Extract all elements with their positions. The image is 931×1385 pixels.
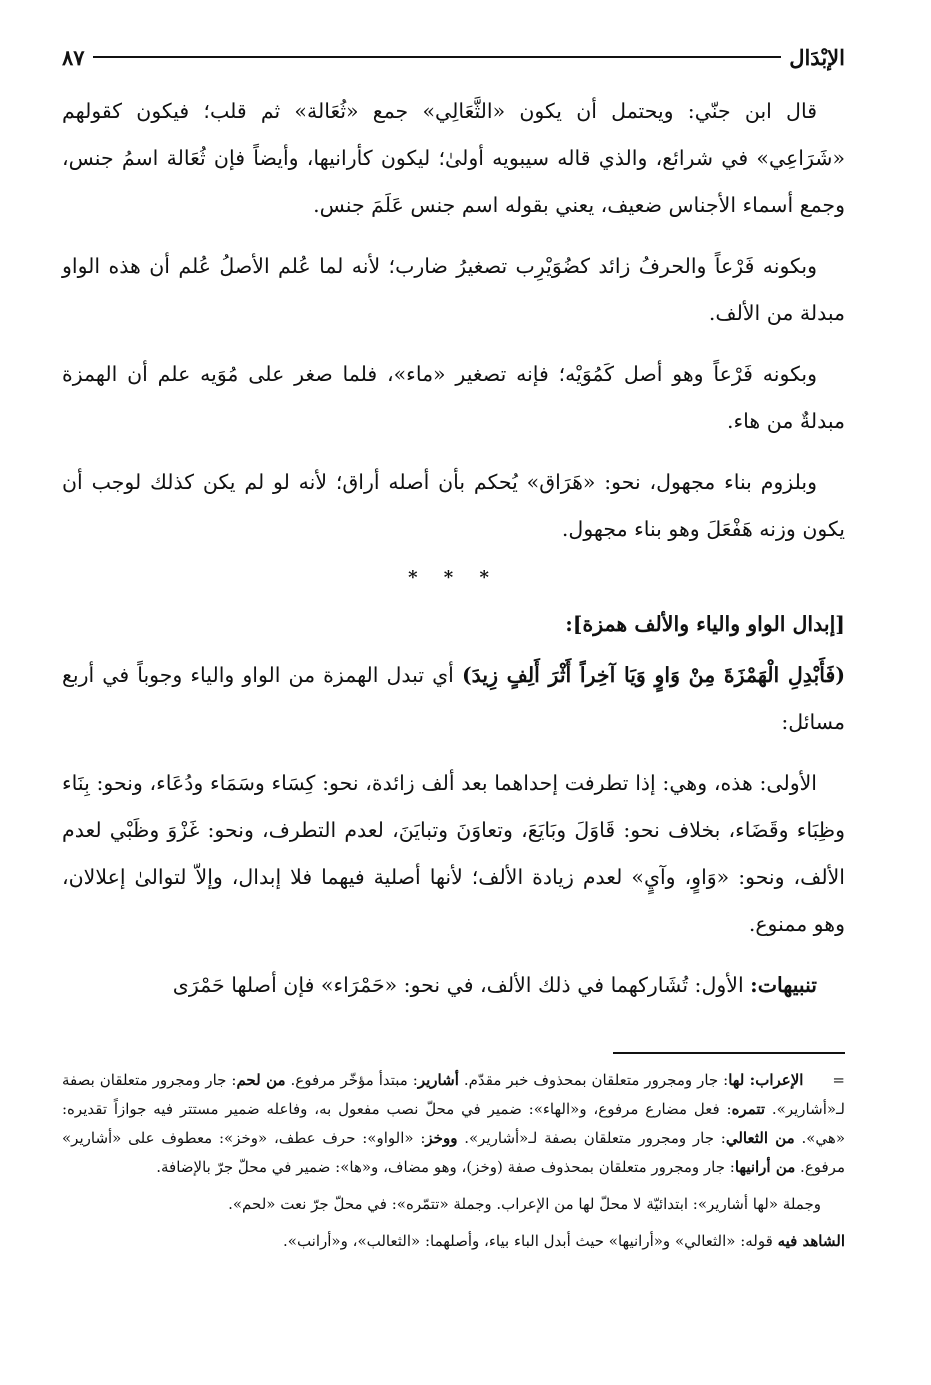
notes-text: الأول: تُشَاركهما في ذلك الألف، في نحو: «حَمْرَاء» فإن أصلها حَمْرَى bbox=[172, 973, 751, 997]
paragraph-notes bbox=[62, 962, 845, 1009]
irab-desc: : مبتدأ مؤخّر مرفوع. bbox=[285, 1071, 418, 1089]
verse-close-paren: ) bbox=[461, 663, 472, 687]
footnote-continuation-mark: = bbox=[832, 1071, 845, 1089]
irab-desc: : «الواو»: حرف عطف، «وخز»: معطوف على «أشارير» مرفوع. bbox=[62, 1129, 845, 1176]
verse-open-paren: ( bbox=[835, 663, 846, 687]
verse-text: فَأَبْدِلِ الْهَمْزَةَ مِنْ وَاوٍ وَيَا آخِراً أَثْرَ أَلِفٍ زِيدَ bbox=[471, 663, 836, 687]
paragraph-binaa-majhul: وبلزوم بناء مجهول، نحو: «هَرَاق» يُحكم بأن أصله أراق؛ لأنه لو لم يكن كذلك لوجب أن يكون وزنه هَفْعَلَ وهو بناء مجهول. bbox=[62, 470, 845, 541]
irab-desc: : جار ومجرور متعلقان بصفة لـ«أشارير». bbox=[457, 1129, 726, 1147]
irab-term: أشارير bbox=[417, 1071, 459, 1089]
paragraph-far-zaid: وبكونه فَرْعاً والحرفُ زائد كضُوَيْرِب تصغيرُ ضارب؛ لأنه لما عُلم الأصلُ عُلم أن هذه الواو مبدلة من الألف. bbox=[62, 254, 845, 325]
irab-desc: : جار ومجرور متعلقان بمحذوف خبر مقدّم. bbox=[458, 1071, 729, 1089]
verse-explanation: أي تبدل الهمزة من الواو والياء وجوباً في أربع مسائل: bbox=[62, 663, 845, 734]
paragraph-far-asl: وبكونه فَرْعاً وهو أصل كَمُوَيْه؛ فإنه تصغير «ماء»، فلما صغر على مُوَيه علم أن الهمزة مبدلةٌ من هاء. bbox=[62, 362, 845, 433]
header-rule bbox=[93, 56, 782, 58]
verse-paragraph bbox=[62, 652, 845, 746]
paragraph-ibn-jinni: قال ابن جنّي: ويحتمل أن يكون «الثَّعَالِي» جمع «ثُعَالة» ثم قلب؛ فيكون كقولهم «شَرَاعِي» في شرائع، والذي قاله سيبويه أولىٰ؛ ليكون كأرانيها، وأيضاً فإن ثُعَالة اسمُ جنس، وجمع أسماء الأجناس ضعيف، يعني بقوله اسم جنس عَلَمَ جنس. bbox=[62, 99, 845, 217]
footnote-irab bbox=[62, 1066, 845, 1182]
irab-desc: : جار ومجرور متعلقان بمحذوف صفة (وخز)، وهو مضاف، و«ها»: ضمير في محلّ جرّ بالإضافة. bbox=[156, 1158, 735, 1176]
irab-term: من الثعالي bbox=[725, 1129, 795, 1147]
irab-term: من لحم bbox=[236, 1071, 286, 1089]
irab-term: من أرانيها bbox=[734, 1158, 796, 1176]
shahid-label: الشاهد فيه bbox=[777, 1232, 845, 1250]
page-number: ٨٧ bbox=[62, 44, 85, 70]
footnote-separator bbox=[613, 1052, 845, 1054]
footnotes bbox=[62, 1066, 845, 1264]
shahid-text: قوله: «الثعالي» و«أرانيها» حيث أبدل الباء بياء، وأصلهما: «الثعالب»، و«أرانب». bbox=[283, 1232, 778, 1250]
footnote-sentences bbox=[62, 1190, 845, 1219]
paragraph-first-case: الأولى: هذه، وهي: إذا تطرفت إحداهما بعد ألف زائدة، نحو: كِسَاء وسَمَاء ودُعَاء، ونحو: بِنَاء وظِبَاء وقَضَاء، بخلاف نحو: قَاوَلَ وبَايَعَ، وتعاوَنَ وتبايَنَ، لعدم التطرف، ونحو: غَزْوَ وظَبْي لعدم الألف، ونحو: «وَاوٍ، وآيٍ» لعدم زيادة الألف؛ لأنها أصلية فيهما فلا إبدال، وإلاّ لتوالىٰ إعلالان، وهو ممنوع. bbox=[62, 771, 845, 936]
section-heading: [إبدال الواو والياء والألف همزة]: bbox=[565, 612, 845, 636]
irab-term: الإعراب: لها bbox=[728, 1071, 804, 1089]
irab-desc: : جار ومجرور متعلقان بصفة لـ«أشارير». bbox=[62, 1071, 845, 1118]
footnote-sentences-text: وجملة «لها أشارير»: ابتدائيّة لا محلّ لها من الإعراب. وجملة «تتمّره»: في محلّ جرّ نعت «لحم». bbox=[228, 1195, 821, 1213]
notes-label: تنبيهات: bbox=[750, 973, 817, 997]
main-text bbox=[62, 88, 845, 1023]
chapter-title: الإبْدَال bbox=[789, 44, 845, 70]
irab-desc: : فعل مضارع مرفوع، و«الهاء»: ضمير في محلّ نصب مفعول به، وفاعله ضمير مستتر فيه جوازاً تقديره: «هي». bbox=[62, 1100, 846, 1147]
irab-term: ووخز bbox=[425, 1129, 458, 1147]
footnote-shahid bbox=[62, 1227, 845, 1256]
running-header bbox=[62, 40, 845, 74]
irab-term: تتمره bbox=[731, 1100, 766, 1118]
book-page bbox=[62, 30, 845, 1365]
section-divider: * * * bbox=[408, 567, 499, 588]
